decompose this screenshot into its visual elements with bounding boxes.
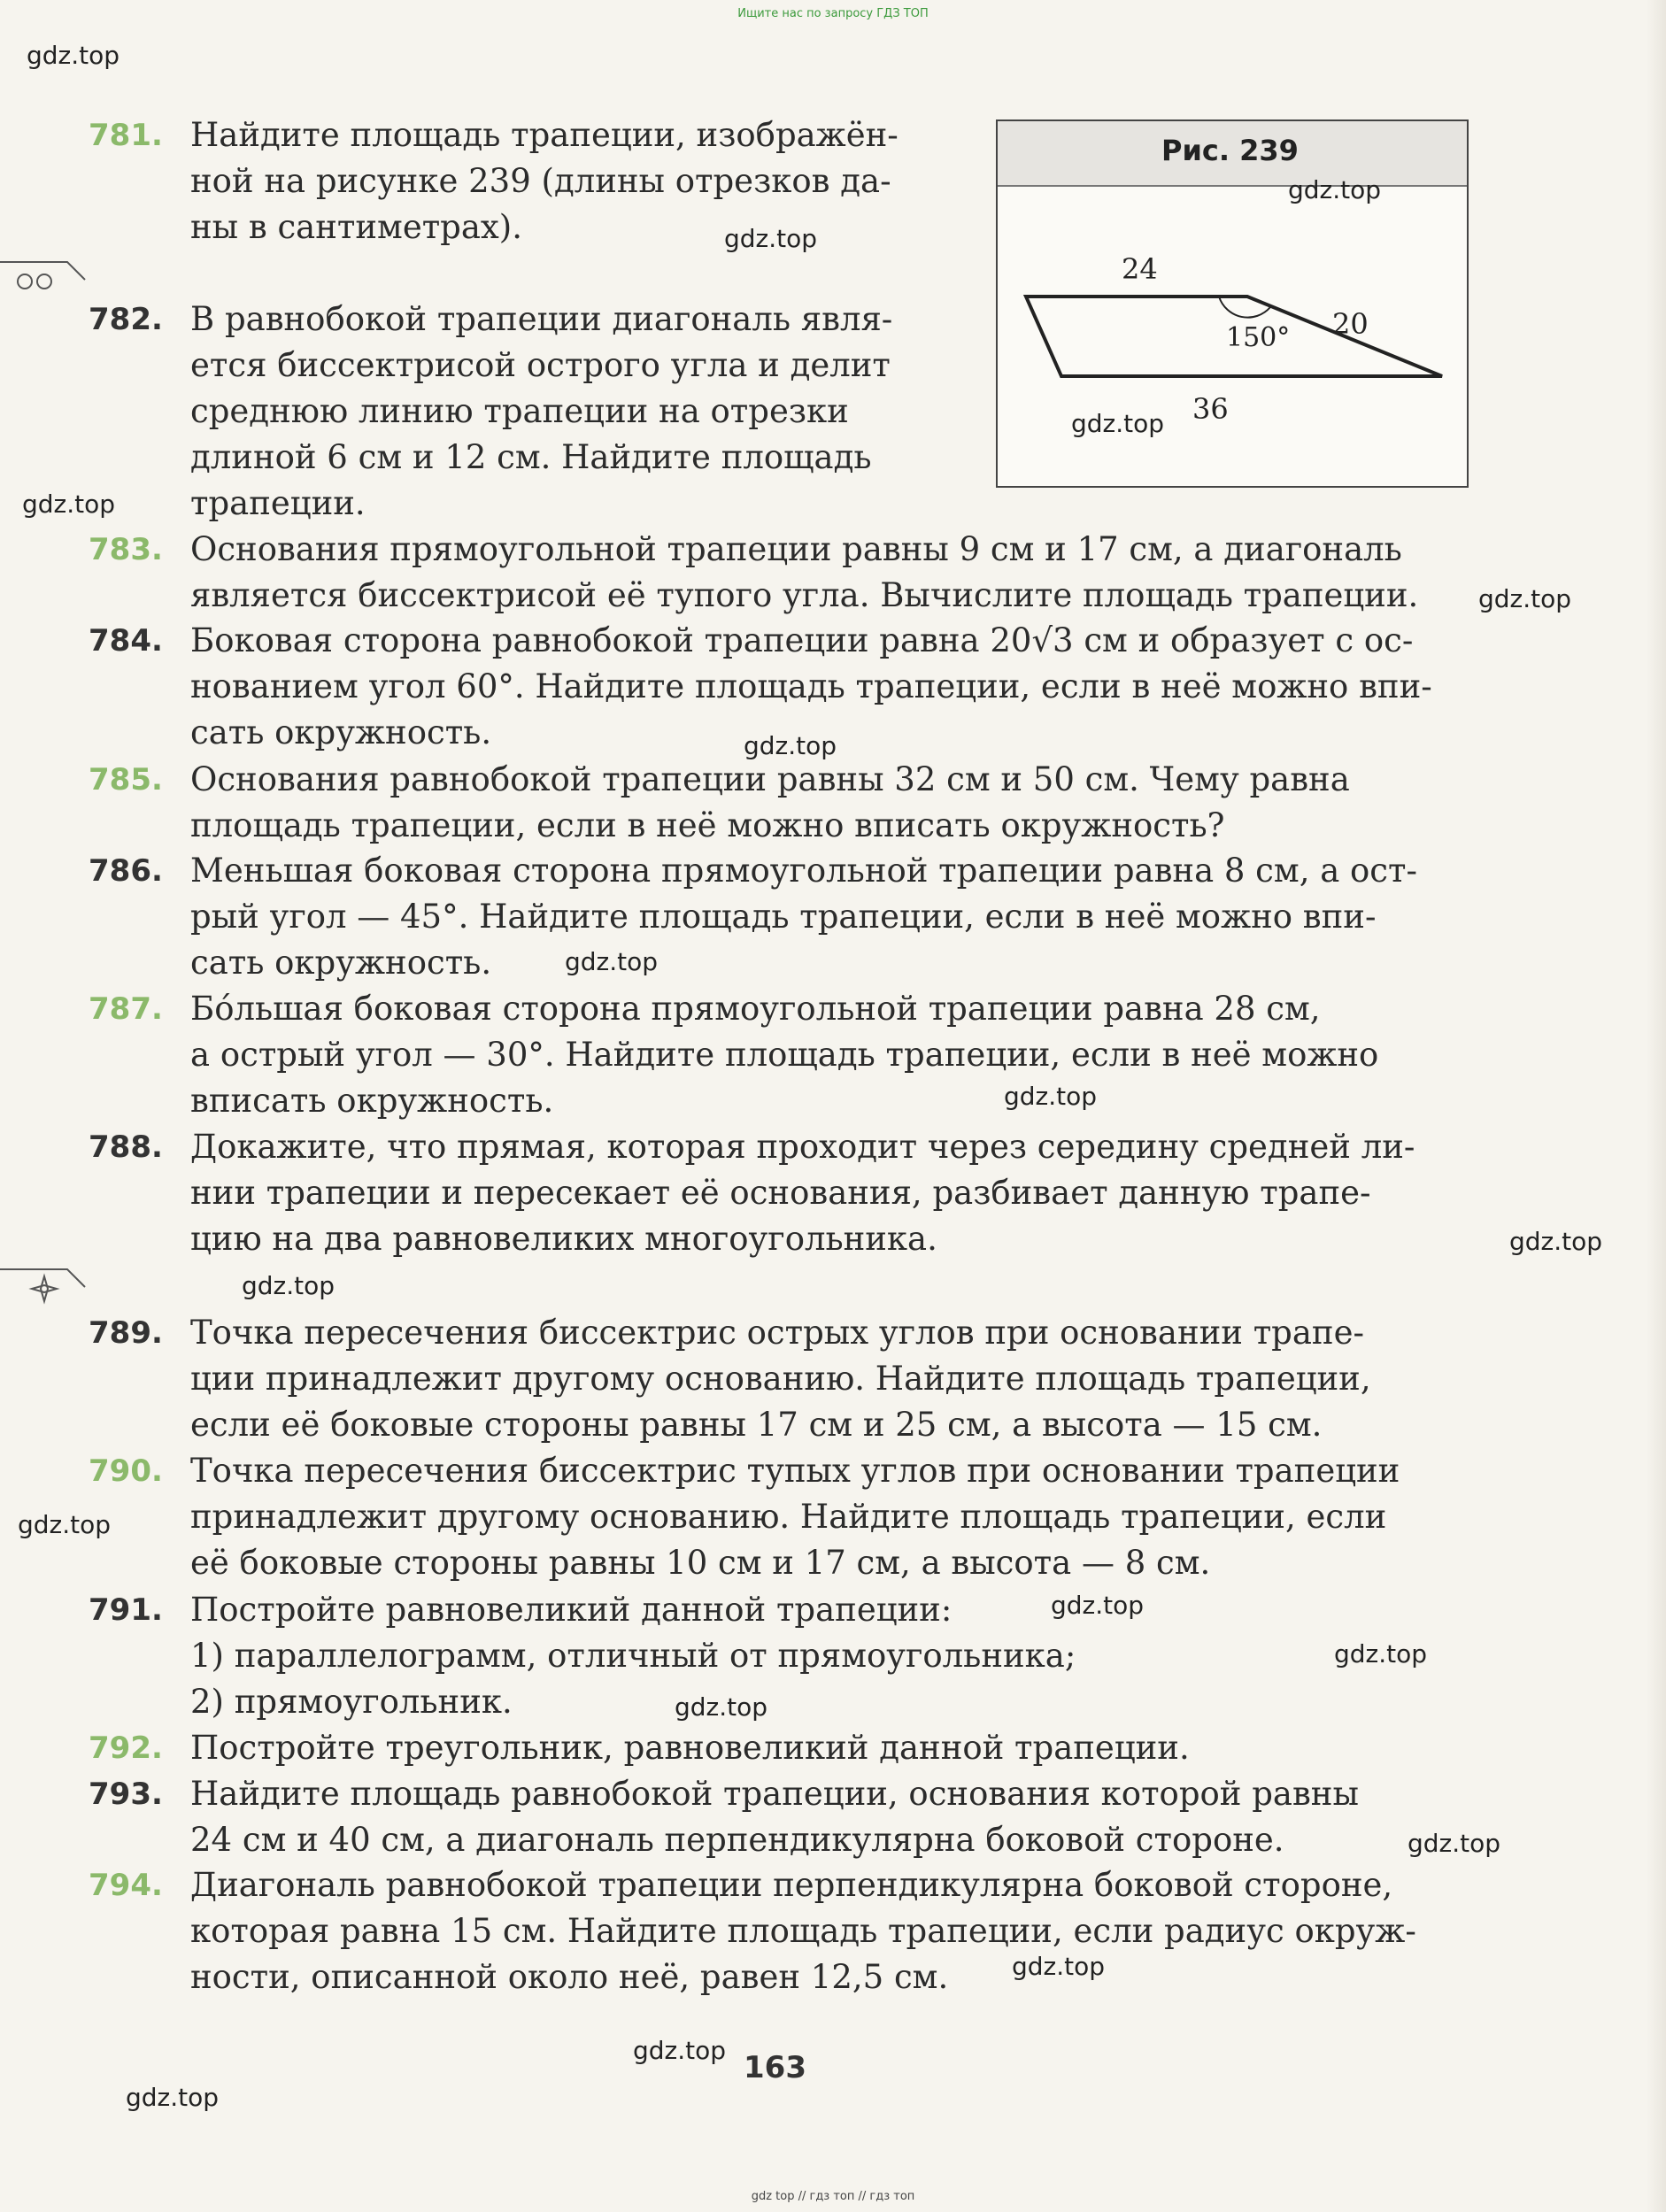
label-top: 24: [1122, 252, 1158, 286]
top-banner: Ищите нас по запросу ГДЗ ТОП: [737, 7, 929, 20]
watermark: gdz.top: [126, 2083, 220, 2112]
watermark: gdz.top: [744, 731, 837, 760]
watermark: gdz.top: [1071, 409, 1165, 438]
text-line: 2) прямоугольник.: [190, 1683, 513, 1721]
text-line: Диагональ равнобокой трапеции перпендикулярна боковой стороне,: [190, 1866, 1393, 1904]
problem-text: [190, 757, 1350, 849]
bottom-banner: gdz top // гдз топ // гдз топ: [751, 2190, 915, 2203]
text-line: нованием угол 60°. Найдите площадь трапеции, если в неё можно впи-: [190, 667, 1432, 705]
text-line: Основания прямоугольной трапеции равны 9 см и 17 см, а диагональ: [190, 530, 1402, 568]
figure-header: [998, 121, 1467, 187]
marker-circle-1: [18, 274, 32, 289]
text-line: если её боковые стороны равны 17 см и 25 см, а высота — 15 см.: [190, 1406, 1323, 1444]
problem-text: [190, 986, 1378, 1124]
watermark: gdz.top: [18, 1510, 112, 1539]
page-edge: [1647, 0, 1666, 2212]
text-line: ции принадлежит другому основанию. Найдите площадь трапеции,: [190, 1360, 1371, 1398]
text-line: ной на рисунке 239 (длины отрезков да-: [190, 162, 891, 200]
text-line: принадлежит другому основанию. Найдите площадь трапеции, если: [190, 1498, 1387, 1536]
problem-text: [190, 112, 938, 250]
watermark: gdz.top: [242, 1271, 336, 1300]
watermark: gdz.top: [1004, 1082, 1098, 1111]
marker-circle-2: [37, 274, 51, 289]
watermark: gdz.top: [27, 41, 120, 70]
watermark: gdz.top: [565, 947, 659, 976]
problem-number: 782.: [89, 302, 163, 337]
problem-text: [190, 1124, 1415, 1262]
problem-number: 781.: [89, 118, 163, 153]
text-line: длиной 6 см и 12 см. Найдите площадь: [190, 438, 872, 476]
problem-number: 785.: [89, 762, 163, 798]
problem-text: [190, 527, 1418, 619]
angle-arc: [1219, 297, 1270, 318]
text-line: ности, описанной около неё, равен 12,5 см.: [190, 1958, 949, 1996]
text-line: её боковые стороны равны 10 см и 17 см, а высота — 8 см.: [190, 1544, 1211, 1582]
label-angle: 150°: [1226, 322, 1291, 353]
problem-number: 790.: [89, 1453, 163, 1489]
watermark: gdz.top: [22, 489, 116, 519]
problem-text: [190, 848, 1417, 986]
problem-number: 788.: [89, 1129, 163, 1165]
text-line: цию на два равновеликих многоугольника.: [190, 1220, 937, 1258]
watermark: gdz.top: [1051, 1591, 1145, 1620]
text-line: площадь трапеции, если в неё можно вписать окружность?: [190, 806, 1225, 844]
problem-text: [190, 1862, 1416, 2000]
problem-number: 792.: [89, 1730, 163, 1766]
text-line: Основания равнобокой трапеции равны 32 см и 50 см. Чему равна: [190, 760, 1350, 798]
label-side: 20: [1332, 307, 1369, 341]
watermark: gdz.top: [1408, 1829, 1501, 1858]
problem-text: [190, 1725, 1190, 1771]
text-line: Найдите площадь равнобокой трапеции, основания которой равны: [190, 1775, 1359, 1813]
text-line: Боковая сторона равнобокой трапеции равна 20√3 см и образует с ос-: [190, 621, 1414, 659]
watermark: gdz.top: [633, 2036, 727, 2065]
text-line: В равнобокой трапеции диагональ явля-: [190, 300, 893, 338]
label-bottom: 36: [1192, 392, 1229, 426]
text-line: нии трапеции и пересекает её основания, разбивает данную трапе-: [190, 1174, 1371, 1212]
watermark: gdz.top: [1478, 584, 1572, 613]
problem-number: 794.: [89, 1868, 163, 1903]
watermark: gdz.top: [1012, 1952, 1106, 1981]
text-line: среднюю линию трапеции на отрезки: [190, 392, 849, 430]
problem-text: [190, 1448, 1400, 1586]
text-line: Точка пересечения биссектрис тупых углов при основании трапеции: [190, 1452, 1400, 1490]
text-line: сать окружность.: [190, 944, 492, 982]
watermark: gdz.top: [1509, 1227, 1603, 1256]
problem-text: [190, 1310, 1371, 1448]
problem-text: [190, 1771, 1359, 1863]
text-line: Меньшая боковая сторона прямоугольной трапеции равна 8 см, а ост-: [190, 852, 1418, 890]
problem-number: 791.: [89, 1592, 163, 1628]
watermark: gdz.top: [724, 224, 818, 253]
text-line: Бóльшая боковая сторона прямоугольной трапеции равна 28 см,: [190, 990, 1321, 1028]
text-line: является биссектрисой её тупого угла. Вычислите площадь трапеции.: [190, 576, 1419, 614]
text-line: Постройте треугольник, равновеликий данной трапеции.: [190, 1729, 1190, 1767]
text-line: Докажите, что прямая, которая проходит через середину средней ли-: [190, 1128, 1415, 1166]
marker-star: [32, 1276, 57, 1301]
text-line: Постройте равновеликий данной трапеции:: [190, 1591, 953, 1629]
marker-line: [0, 262, 85, 280]
problem-number: 786.: [89, 853, 163, 889]
text-line: 24 см и 40 см, а диагональ перпендикулярна боковой стороне.: [190, 1821, 1284, 1859]
text-line: которая равна 15 см. Найдите площадь трапеции, если радиус окруж-: [190, 1912, 1416, 1950]
text-line: Найдите площадь трапеции, изображён-: [190, 116, 899, 154]
problem-text: [190, 297, 938, 527]
text-line: ется биссектрисой острого угла и делит: [190, 346, 891, 384]
watermark: gdz.top: [1288, 175, 1382, 204]
trapezoid-diagram: [998, 187, 1467, 484]
side-marker-circles: [0, 258, 89, 299]
text-line: сать окружность.: [190, 713, 492, 751]
problem-number: 783.: [89, 532, 163, 567]
problem-number: 793.: [89, 1777, 163, 1812]
text-line: трапеции.: [190, 484, 366, 522]
text-line: ны в сантиметрах).: [190, 208, 522, 246]
text-line: Точка пересечения биссектрис острых углов при основании трапе-: [190, 1314, 1364, 1352]
watermark: gdz.top: [1334, 1639, 1428, 1669]
watermark: gdz.top: [675, 1692, 768, 1722]
problem-text: [190, 1587, 1076, 1725]
figure-239: [996, 119, 1469, 488]
figure-title: Рис. 239: [1161, 134, 1299, 167]
text-line: вписать окружность.: [190, 1082, 554, 1120]
text-line: 1) параллелограмм, отличный от прямоугольника;: [190, 1637, 1076, 1675]
problem-number: 787.: [89, 991, 163, 1027]
text-line: а острый угол — 30°. Найдите площадь трапеции, если в неё можно: [190, 1036, 1379, 1074]
text-line: рый угол — 45°. Найдите площадь трапеции, если в неё можно впи-: [190, 898, 1377, 936]
problem-number: 789.: [89, 1315, 163, 1351]
problem-number: 784.: [89, 623, 163, 659]
side-marker-diamond: [0, 1266, 89, 1306]
page-number: 163: [744, 2050, 806, 2085]
